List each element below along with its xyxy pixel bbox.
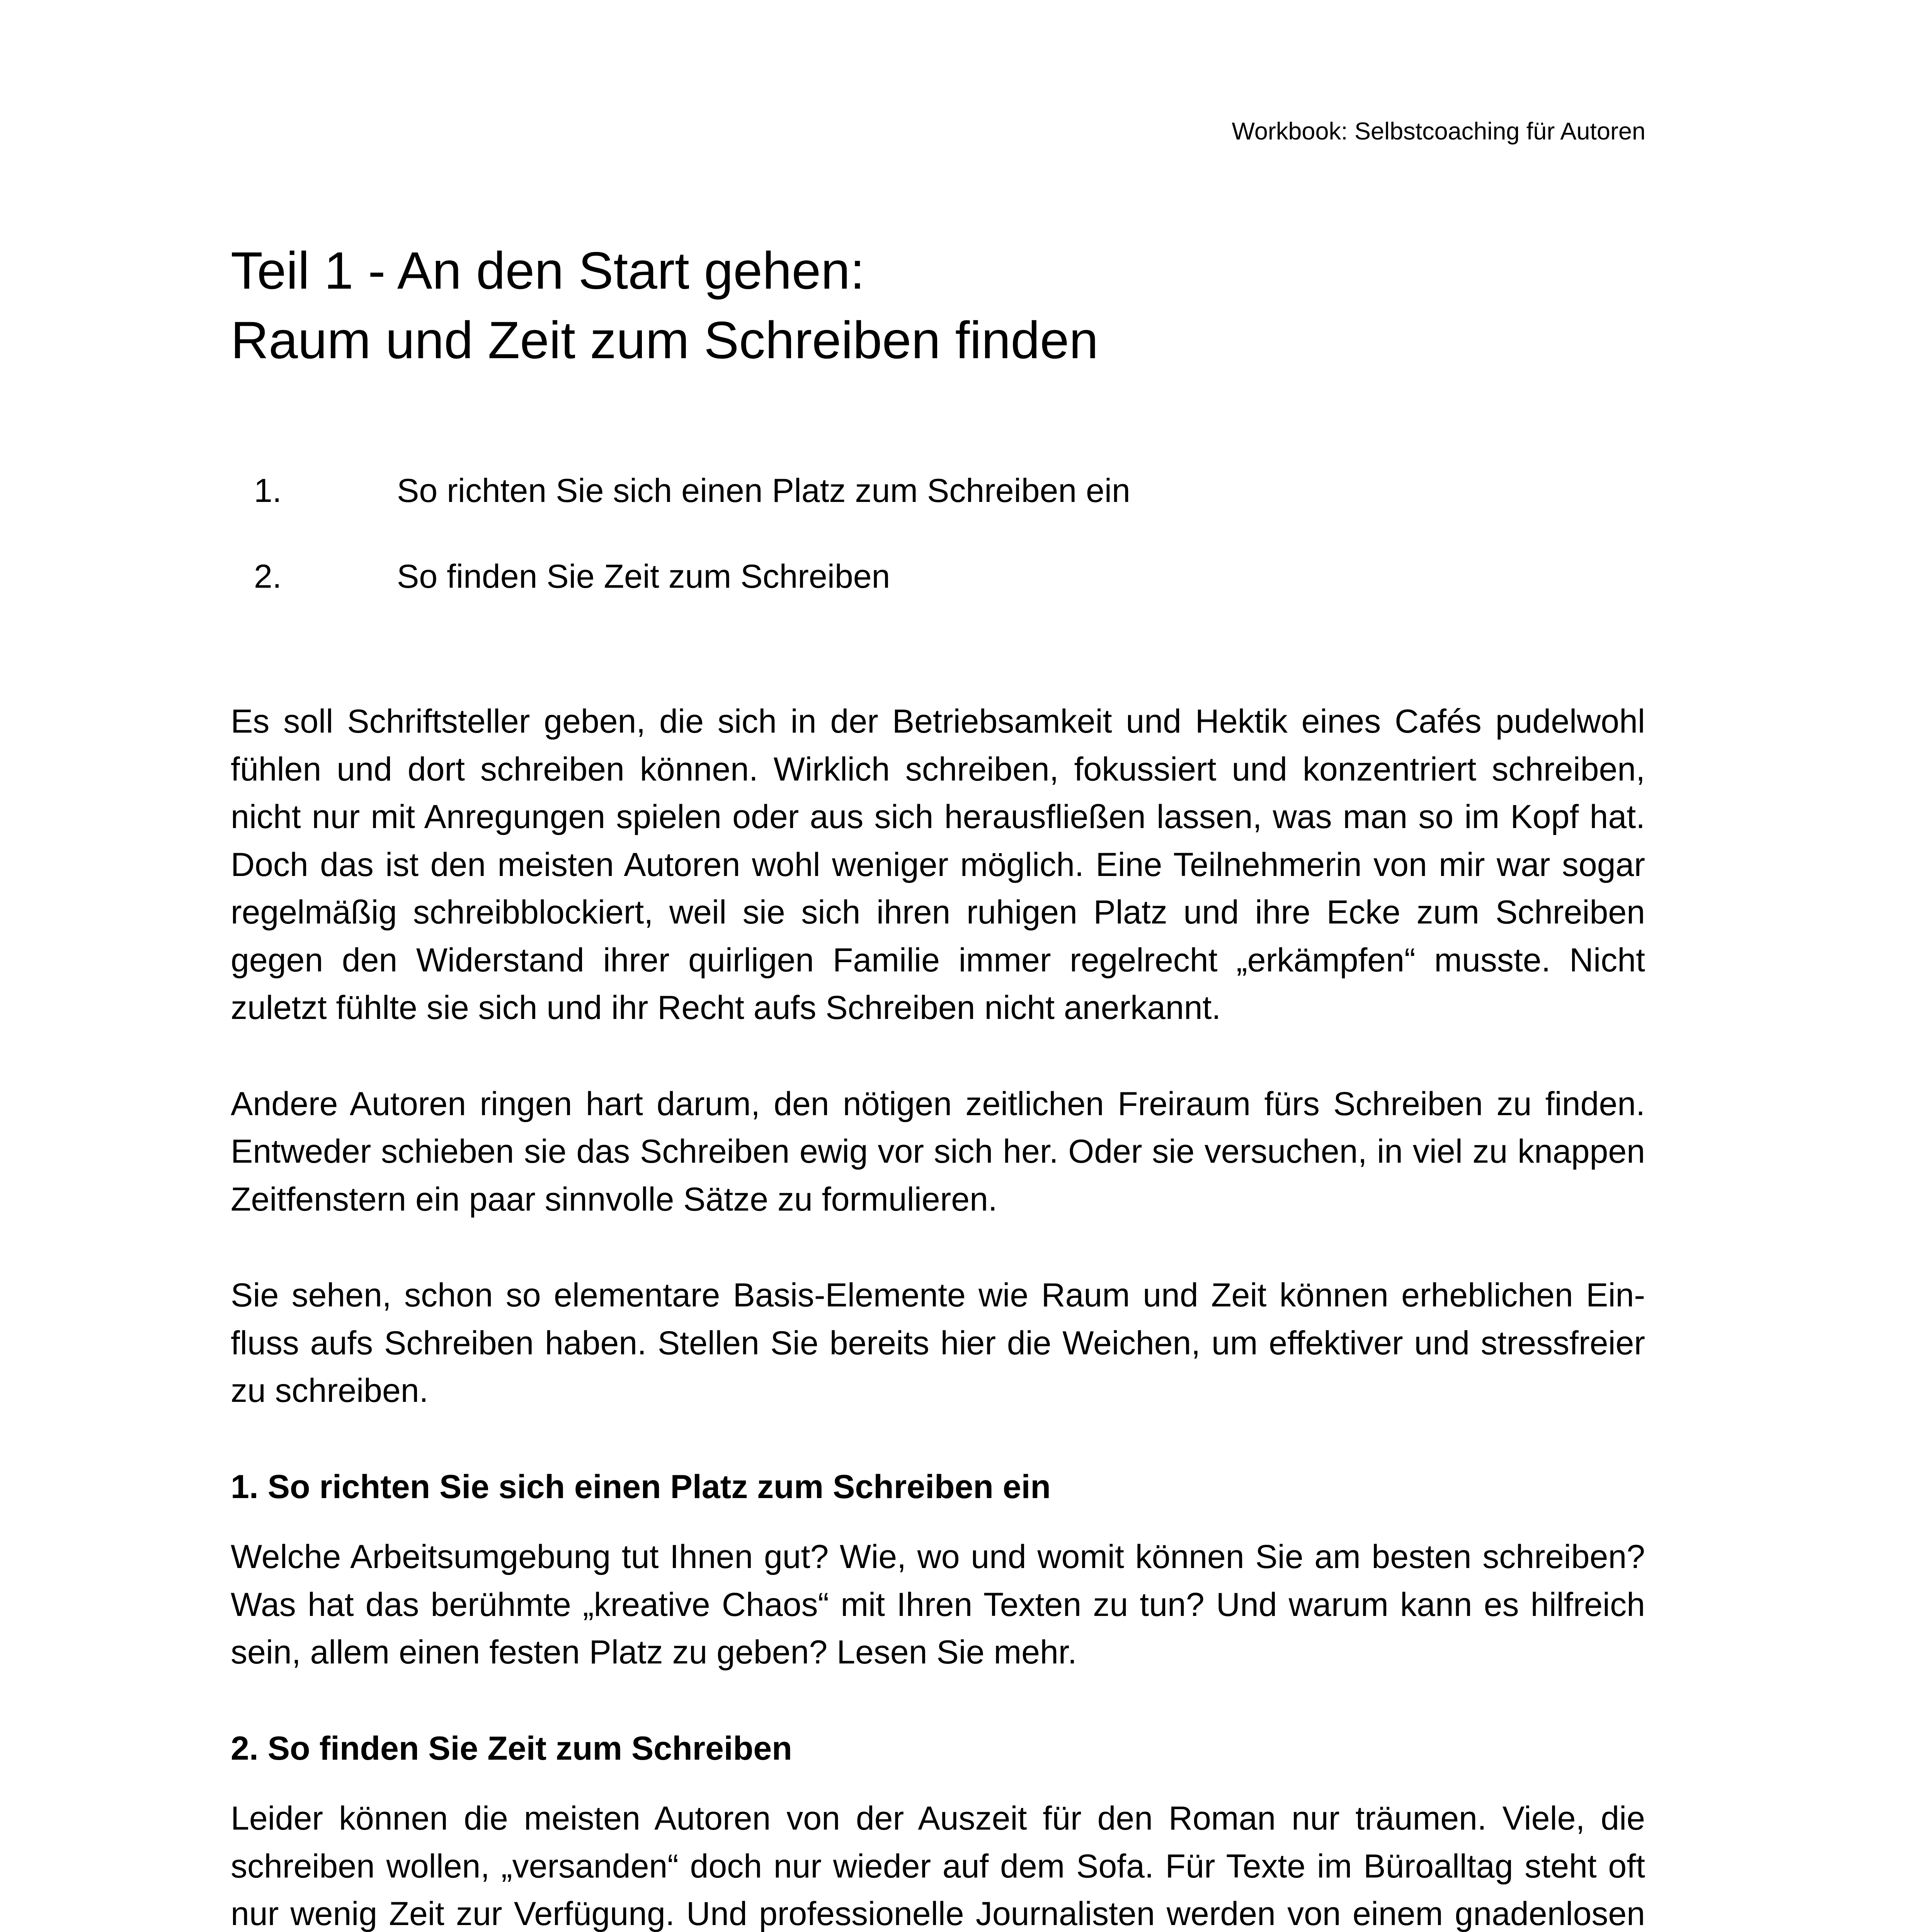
chapter-title-line-2: Raum und Zeit zum Schreiben finden [231,311,1099,369]
intro-paragraph: Andere Autoren ringen hart darum, den nötigen zeitlichen Freiraum fürs Schreiben zu finden. Entweder schieben sie das Schreiben ewig vor sich her. Oder sie versuchen, in viel zu knappen Zeitfenstern ein paar sinnvolle Sätze zu formulieren. [231,1085,1645,1218]
toc-item [231,553,1645,639]
chapter-body [231,698,1645,1932]
chapter-title [231,236,1645,375]
toc-item-text: So richten Sie sich einen Platz zum Schreiben ein [397,472,1130,509]
chapter-toc [231,468,1645,639]
chapter-title-line-1: Teil 1 - An den Start gehen: [231,241,865,300]
section-paragraph: Leider können die meisten Autoren von der Auszeit für den Roman nur träumen. Viele, die schreiben wollen, „versanden“ doch nur wieder auf dem Sofa. Für Texte im Büroalltag steht oft nur wenig Zeit zur Verfügung. Und professionelle Journalisten werden von einem gnadenlosen [231,1800,1645,1932]
toc-item-text: So finden Sie Zeit zum Schreiben [397,558,890,595]
toc-item-number: 1. [254,472,282,509]
intro-paragraph: Es soll Schriftsteller geben, die sich in der Betriebsamkeit und Hektik eines Cafés pudelwohl fühlen und dort schreiben können. Wirklich schreiben, fokussiert und konzentriert schreiben, nicht nur mit Anregungen spielen oder aus sich herausfließen lassen, was man so im Kopf hat. Doch das ist den meisten Autoren wohl weniger möglich. Eine Teilnehmerin von mir war sogar regelmäßig schreibblockiert, weil sie sich ihren ruhigen Platz und ihre Ecke zum Schreiben gegen den Widerstand ihrer quirligen Familie immer regelrecht „erkämpfen“ musste. Nicht zuletzt fühlte sie sich und ihr Recht aufs Schreiben nicht anerkannt. [231,703,1645,1026]
section-heading: 2. So finden Sie Zeit zum Schreiben [231,1730,792,1767]
running-header: Workbook: Selbstcoaching für Autoren [1232,118,1645,145]
intro-paragraph: Sie sehen, schon so elementare Basis-Elemente wie Raum und Zeit können erheblichen Einfluss aufs Schreiben haben. Stellen Sie bereits hier die Weichen, um effektiver und stressfreier zu schreiben. [231,1277,1645,1409]
section-paragraph: Welche Arbeitsumgebung tut Ihnen gut? Wie, wo und womit können Sie am besten schreiben? Was hat das berühmte „kreative Chaos“ mit Ihren Texten zu tun? Und warum kann es hilfreich sein, allem einen festen Platz zu geben? Lesen Sie mehr. [231,1538,1645,1671]
toc-item-number: 2. [254,558,282,595]
toc-item [231,468,1645,553]
section-heading: 1. So richten Sie sich einen Platz zum Schreiben ein [231,1468,1051,1505]
